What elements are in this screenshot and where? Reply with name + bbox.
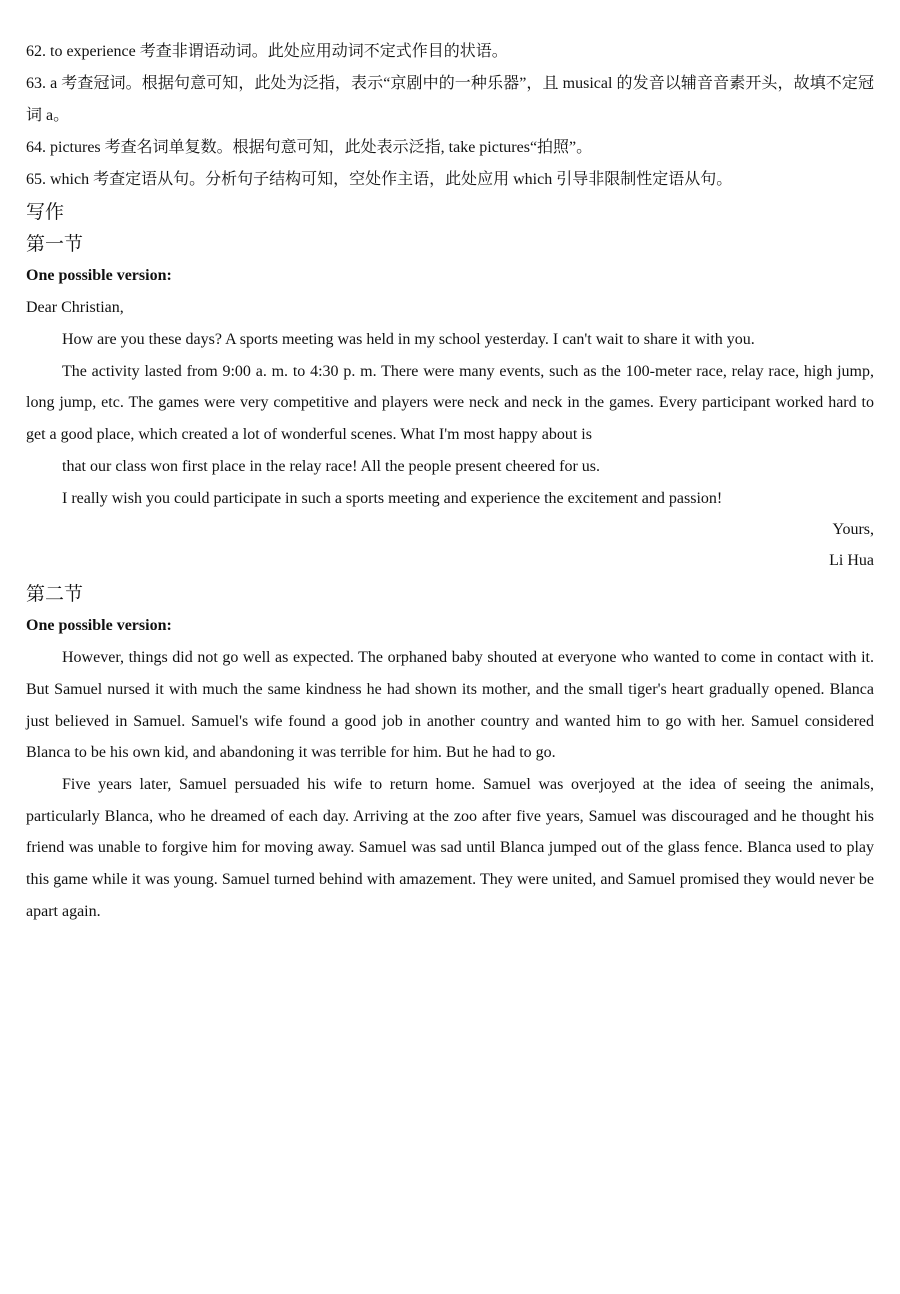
answer-65: 65. which 考查定语从句。分析句子结构可知，空处作主语，此处应用 which 引导非限制性定语从句。 xyxy=(26,171,733,188)
part2-title: 第二节 xyxy=(26,583,84,606)
letter-greeting: Dear Christian, xyxy=(26,299,124,316)
answer-64: 64. pictures 考查名词单复数。根据句意可知，此处表示泛指, take pictures“拍照”。 xyxy=(26,139,593,156)
story-paragraph-2: Five years later, Samuel persuaded his wife to return home. Samuel was overjoyed at the idea of seeing the animals, particularly Blanca, who he dreamed of each day. Arriving at the zoo after five years, Samuel was discouraged and he thought his friend was unable to forgive him for moving away. Samuel was sad until Blanca jumped out of the glass fence. Blanca used to play this game while it was young. Samuel turned behind with amazement. They were united, and Samuel promised they would never be apart again. xyxy=(26,776,874,920)
answer-62: 62. to experience 考查非谓语动词。此处应用动词不定式作目的状语。 xyxy=(26,43,508,60)
story-paragraph-1: However, things did not go well as expected. The orphaned baby shouted at everyone who wanted to come in contact with it. But Samuel nursed it with much the same kindness he had shown its mother, and the small tiger's heart gradually opened. Blanca just believed in Samuel. Samuel's wife found a good job in another country and wanted him to go with her. Samuel considered Blanca to be his own kid, and abandoning it was terrible for him. But he had to go. xyxy=(26,649,874,762)
letter-paragraph-3: that our class won first place in the relay race! All the people present cheered for us. xyxy=(62,457,601,475)
letter-closing: Yours, xyxy=(832,521,874,539)
part2-version-label: One possible version: xyxy=(26,617,172,635)
section-title-writing: 写作 xyxy=(26,201,65,223)
document-page xyxy=(26,36,874,928)
part1-title: 第一节 xyxy=(26,233,84,255)
letter-paragraph-2: The activity lasted from 9:00 a. m. to 4:30 p. m. There were many events, such as the 100-meter race, relay race, high jump, long jump, etc. The games were very competitive and players were neck and neck in the games. Every participant worked hard to get a good place, which created a lot of wonderful scenes. What I'm most happy about is xyxy=(26,362,874,444)
letter-signature: Li Hua xyxy=(829,552,874,570)
letter-paragraph-4: I really wish you could participate in such a sports meeting and experience the excitement and passion! xyxy=(62,489,723,507)
answer-63: 63. a 考查冠词。根据句意可知，此处为泛指，表示“京剧中的一种乐器”，且 musical 的发音以辅音音素开头，故填不定冠词 a。 xyxy=(26,75,874,124)
part1-version-label: One possible version: xyxy=(26,267,172,284)
letter-paragraph-1: How are you these days? A sports meeting was held in my school yesterday. I can't wait to share it with you. xyxy=(62,331,755,348)
